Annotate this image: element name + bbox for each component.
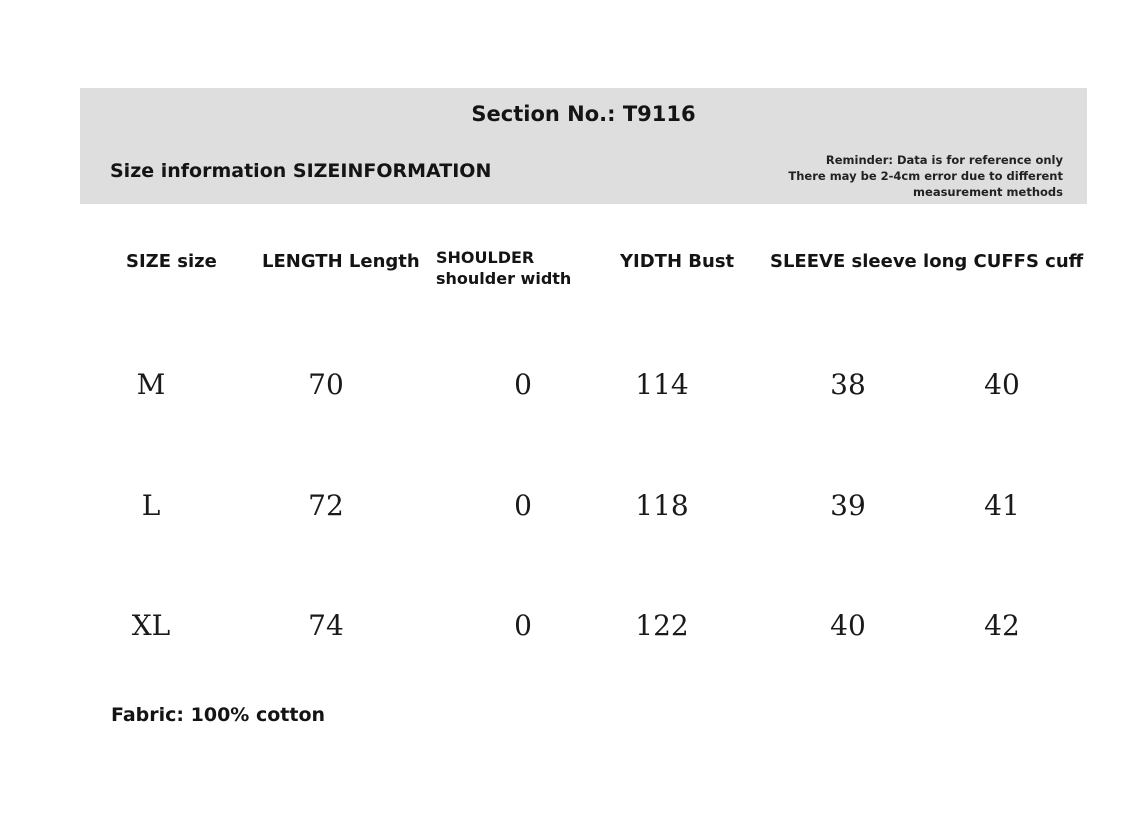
cell-shoulder: 0 — [514, 368, 532, 401]
header-band — [80, 88, 1087, 204]
column-header-shoulder — [436, 247, 571, 289]
cell-length: 74 — [308, 609, 344, 642]
column-header-length: LENGTH Length — [262, 251, 420, 272]
cell-size: L — [141, 489, 161, 522]
section-number: Section No.: T9116 — [471, 102, 696, 126]
cell-sleeve: 39 — [830, 489, 866, 522]
column-header-shoulder-line-1: SHOULDER — [436, 248, 535, 267]
reminder-line-1: Reminder: Data is for reference only — [825, 153, 1063, 167]
cell-cuff: 42 — [984, 609, 1020, 642]
reminder-line-3: measurement methods — [913, 185, 1063, 199]
cell-size: M — [136, 368, 166, 401]
column-header-size: SIZE size — [126, 251, 217, 272]
column-header-shoulder-line-2: shoulder width — [436, 269, 572, 288]
cell-length: 70 — [308, 368, 344, 401]
cell-bust: 118 — [635, 489, 689, 522]
cell-cuff: 40 — [984, 368, 1020, 401]
cell-cuff: 41 — [984, 489, 1020, 522]
column-header-bust: YIDTH Bust — [620, 251, 735, 272]
cell-sleeve: 40 — [830, 609, 866, 642]
cell-size: XL — [131, 609, 171, 642]
cell-shoulder: 0 — [514, 609, 532, 642]
cell-sleeve: 38 — [830, 368, 866, 401]
fabric-info: Fabric: 100% cotton — [111, 704, 326, 726]
reminder-note — [788, 152, 1063, 200]
reminder-line-2: There may be 2-4cm error due to different — [788, 169, 1063, 183]
cell-length: 72 — [308, 489, 344, 522]
cell-bust: 114 — [635, 368, 689, 401]
cell-shoulder: 0 — [514, 489, 532, 522]
column-header-sleeve-cuff: SLEEVE sleeve long CUFFS cuff — [770, 251, 1084, 272]
cell-bust: 122 — [635, 609, 689, 642]
size-information-title: Size information SIZEINFORMATION — [110, 160, 492, 182]
